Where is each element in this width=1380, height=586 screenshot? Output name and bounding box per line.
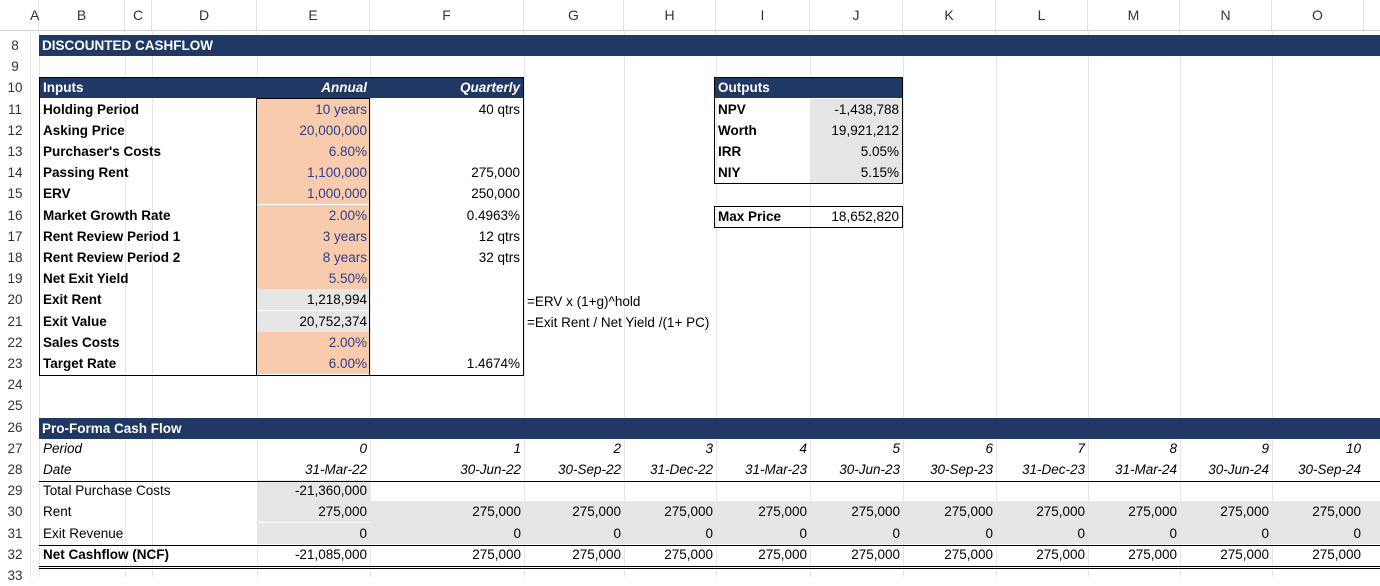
rent-cell[interactable]: 275,000 [472,504,521,520]
row-header-20[interactable]: 20 [7,292,23,308]
input-label[interactable]: Passing Rent [43,165,129,181]
input-annual-value[interactable]: 20,000,000 [257,120,370,141]
row-header-21[interactable]: 21 [7,313,23,329]
input-label[interactable]: Purchaser's Costs [43,144,162,159]
exit-revenue-cell[interactable]: 0 [613,525,621,541]
output-value[interactable]: 19,921,212 [810,120,902,141]
gridline [30,30,31,577]
input-label[interactable]: Target Rate [43,356,117,371]
max-price-value[interactable]: 18,652,820 [831,209,899,224]
row-header-17[interactable]: 17 [7,228,23,244]
input-quarterly-value[interactable]: 12 qtrs [478,228,520,244]
input-quarterly-value[interactable]: 1.4674% [466,356,520,371]
period-cell[interactable]: 1 [513,440,521,456]
column-header-o[interactable]: O [1272,0,1364,30]
row-header-13[interactable]: 13 [7,144,23,159]
title-banner[interactable]: DISCOUNTED CASHFLOW [39,35,1380,56]
period-cell[interactable]: 6 [985,440,993,456]
date-cell[interactable]: 31-Mar-24 [1114,462,1177,477]
date-cell[interactable]: 31-Dec-22 [649,462,713,477]
period-cell[interactable]: 5 [892,440,900,456]
exit-revenue-cell[interactable]: 0 [257,523,370,544]
row-header-33[interactable]: 33 [7,568,23,583]
rent-cell[interactable]: 275,000 [1220,504,1269,520]
ncf-double-underline [39,566,1380,569]
input-label[interactable]: Asking Price [43,122,125,138]
input-annual-value[interactable]: 2.00% [257,205,370,226]
column-header-j[interactable]: J [810,0,903,30]
column-header-e[interactable]: E [257,0,370,30]
date-row-underline [39,481,1380,482]
ncf-cell[interactable]: 275,000 [664,546,713,562]
gridline [524,30,525,577]
column-header-n[interactable]: N [1180,0,1272,30]
input-label[interactable]: Market Growth Rate [43,207,171,223]
exit-revenue-cell[interactable]: 0 [1353,525,1361,541]
date-label[interactable]: Date [43,462,72,477]
input-label[interactable]: Exit Rent [43,292,102,308]
ncf-label[interactable]: Net Cashflow (NCF) [43,546,169,562]
input-annual-value[interactable]: 1,100,000 [257,162,370,183]
row-header-15[interactable]: 15 [7,186,23,202]
period-cell[interactable]: 8 [1169,440,1177,456]
purchase-value[interactable]: -21,360,000 [257,480,370,501]
gridline [1088,30,1089,577]
input-label[interactable]: Rent Review Period 2 [43,250,181,265]
proforma-banner[interactable]: Pro-Forma Cash Flow [39,418,1380,439]
period-cell[interactable]: 7 [1077,440,1085,456]
date-cell[interactable]: 30-Sep-22 [557,462,621,477]
ncf-cell[interactable]: 275,000 [758,546,807,562]
exit-revenue-cell[interactable]: 0 [892,525,900,541]
input-quarterly-value[interactable] [370,120,523,141]
gridline [996,30,997,577]
rent-cell[interactable]: 275,000 [1036,504,1085,520]
column-header-d[interactable]: D [152,0,257,30]
input-label[interactable]: Rent Review Period 1 [43,228,181,244]
ncf-cell[interactable]: 275,000 [944,546,993,562]
ncf-cell[interactable]: 275,000 [572,546,621,562]
input-annual-value[interactable]: 8 years [257,247,370,268]
input-annual-value[interactable]: 1,218,994 [257,289,370,310]
rent-cell[interactable]: 275,000 [944,504,993,520]
output-label[interactable]: IRR [718,144,742,159]
gridline [1272,30,1273,577]
column-header-h[interactable]: H [624,0,716,30]
input-quarterly-value[interactable] [370,141,523,162]
ncf-cell[interactable]: 275,000 [1036,546,1085,562]
rent-cell[interactable]: 275,000 [572,504,621,520]
row-header-11[interactable]: 11 [7,101,22,117]
outputs-header[interactable]: Outputs [715,77,902,98]
rent-cell[interactable]: 275,000 [758,504,807,520]
row-header-8[interactable]: 8 [11,38,19,53]
row-header-19[interactable]: 19 [7,271,23,287]
rent-cell[interactable]: 275,000 [1128,504,1177,520]
input-quarterly-value[interactable]: 40 qtrs [478,101,520,117]
exit-value-note[interactable]: =Exit Rent / Net Yield /(1+ PC) [527,315,710,330]
exit-revenue-cell[interactable]: 0 [799,525,807,541]
input-label[interactable]: Holding Period [43,101,139,117]
column-header-k[interactable]: K [903,0,996,30]
input-quarterly-value[interactable]: 0.4963% [466,207,520,223]
row-header-28[interactable]: 28 [7,462,23,477]
input-quarterly-value[interactable]: 32 qtrs [478,250,520,265]
output-value[interactable]: 5.15% [810,162,902,183]
date-cell[interactable]: 31-Mar-23 [744,462,807,477]
date-cell[interactable]: 31-Mar-22 [304,462,367,477]
rent-cell[interactable]: 275,000 [1312,504,1361,520]
output-value[interactable]: 5.05% [810,141,902,162]
date-cell[interactable]: 30-Jun-23 [839,462,900,477]
output-value[interactable]: -1,438,788 [810,99,902,120]
rent-cell[interactable]: 275,000 [257,501,370,522]
row-header-10[interactable]: 10 [7,80,23,96]
exit-revenue-cell[interactable]: 0 [1261,525,1269,541]
row-header-30[interactable]: 30 [7,504,23,520]
ncf-cell[interactable]: 275,000 [1128,546,1177,562]
output-label[interactable]: NPV [718,101,746,117]
exit-revenue-label[interactable]: Exit Revenue [43,525,124,541]
input-annual-value[interactable]: 6.00% [257,353,370,374]
gridline [903,30,904,577]
row-header-29[interactable]: 29 [7,483,23,499]
column-header-c[interactable]: C [125,0,152,30]
row-header-22[interactable]: 22 [7,334,23,350]
exit-revenue-cell[interactable]: 0 [985,525,993,541]
period-cell[interactable]: 4 [799,440,807,456]
input-annual-value[interactable]: 10 years [257,99,370,120]
input-label[interactable]: Sales Costs [43,334,120,350]
quarterly-header[interactable]: Quarterly [370,77,523,98]
input-quarterly-value[interactable] [370,311,523,332]
date-cell[interactable]: 30-Sep-23 [929,462,993,477]
rent-label[interactable]: Rent [43,504,72,520]
input-annual-value[interactable]: 5.50% [257,268,370,289]
row-header-9[interactable]: 9 [11,59,19,75]
input-quarterly-value[interactable] [370,332,523,353]
ncf-top-line [39,545,1380,546]
max-price-label[interactable]: Max Price [718,209,782,224]
date-cell[interactable]: 30-Sep-24 [1297,462,1361,477]
date-cell[interactable]: 30-Jun-24 [1208,462,1269,477]
row-header-18[interactable]: 18 [7,250,23,265]
column-header-g[interactable]: G [524,0,624,30]
row-header-24[interactable]: 24 [7,377,23,393]
exit-revenue-cell[interactable]: 0 [513,525,521,541]
input-annual-value[interactable]: 3 years [257,226,370,247]
period-cell[interactable]: 3 [705,440,713,456]
column-header-l[interactable]: L [996,0,1088,30]
period-cell[interactable]: 9 [1261,440,1269,456]
input-quarterly-value[interactable] [370,268,523,289]
input-label[interactable]: Net Exit Yield [43,271,129,287]
row-header-32[interactable]: 32 [7,546,23,562]
input-quarterly-value[interactable]: 275,000 [471,165,520,181]
row-header-16[interactable]: 16 [7,207,23,223]
annual-header[interactable]: Annual [257,77,370,98]
period-cell[interactable]: 2 [613,440,621,456]
date-cell[interactable]: 31-Dec-23 [1021,462,1085,477]
column-header-f[interactable]: F [370,0,524,30]
column-header-m[interactable]: M [1088,0,1180,30]
exit-rent-note[interactable]: =ERV x (1+g)^hold [527,294,641,309]
row-header-26[interactable]: 26 [7,419,23,435]
purchase-label[interactable]: Total Purchase Costs [43,483,171,499]
column-header-a[interactable]: A [30,0,39,30]
row-header-23[interactable]: 23 [7,356,23,371]
input-label[interactable]: Exit Value [43,313,107,329]
rent-cell[interactable]: 275,000 [664,504,713,520]
row-header-14[interactable]: 14 [7,165,23,181]
ncf-cell[interactable]: 275,000 [1220,546,1269,562]
row-header-31[interactable]: 31 [7,525,23,541]
input-annual-value[interactable]: 1,000,000 [257,183,370,204]
date-cell[interactable]: 30-Jun-22 [460,462,521,477]
input-quarterly-value[interactable] [370,289,523,310]
inputs-header[interactable]: Inputs [40,77,257,98]
input-annual-value[interactable]: 6.80% [257,141,370,162]
row-header-27[interactable]: 27 [7,440,23,456]
column-header-i[interactable]: I [716,0,810,30]
column-header-bar [0,0,1380,31]
ncf-cell[interactable]: 275,000 [1312,546,1361,562]
gridline [1180,30,1181,577]
input-label[interactable]: ERV [43,186,71,202]
period-label[interactable]: Period [43,440,83,456]
column-header-b[interactable]: B [39,0,125,30]
row-header-25[interactable]: 25 [7,398,23,414]
ncf-cell[interactable]: -21,085,000 [294,546,367,562]
input-annual-value[interactable]: 20,752,374 [257,311,370,332]
period-cell[interactable]: 10 [1345,440,1361,456]
ncf-cell[interactable]: 275,000 [472,546,521,562]
exit-revenue-cell[interactable]: 0 [1077,525,1085,541]
period-cell[interactable]: 0 [359,440,367,456]
rent-cell[interactable]: 275,000 [851,504,900,520]
output-label[interactable]: Worth [718,122,757,138]
exit-revenue-cell[interactable]: 0 [705,525,713,541]
input-annual-value[interactable]: 2.00% [257,332,370,353]
output-label[interactable]: NIY [718,165,741,181]
input-quarterly-value[interactable]: 250,000 [471,186,520,202]
ncf-cell[interactable]: 275,000 [851,546,900,562]
exit-revenue-cell[interactable]: 0 [1169,525,1177,541]
row-header-12[interactable]: 12 [7,122,23,138]
